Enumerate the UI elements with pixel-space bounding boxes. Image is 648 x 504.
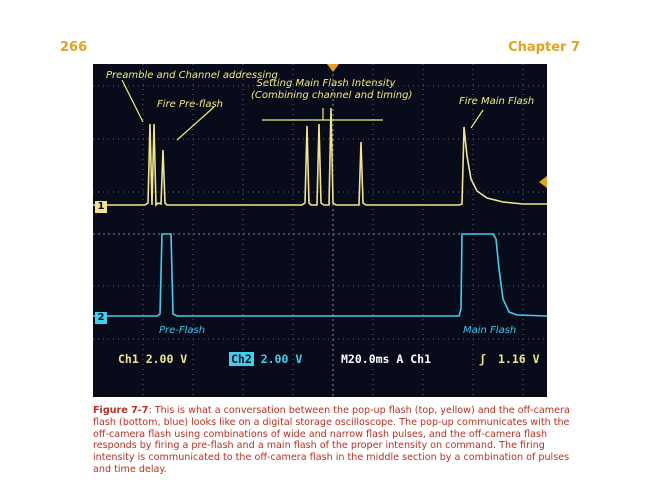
chapter-title: Chapter 7 — [508, 40, 580, 55]
figure-label: Figure 7-7 — [93, 405, 149, 416]
caption-text: : This is what a conversation between the pop-up flash (top, yellow) and the off-camera flash (bottom, blue) looks like on a digital storage oscilloscope. The pop-up communicates with the off-camera flash using combinations of wide and narrow flash pulses, and the off-camera flash responds by firing a pre-flash and a main flash of the proper intensity on command. The firing intensity is communicated to the off-camera flash in the middle section by a combination of pulses and time delay. — [93, 405, 570, 475]
trigger-position-marker — [327, 64, 339, 72]
annotation-main-flash: Main Flash — [463, 325, 517, 336]
ch1-readout: Ch1 2.00 V — [118, 352, 188, 366]
ch2-label: Ch2 — [231, 352, 252, 366]
annotation-fire-preflash: Fire Pre-flash — [157, 99, 224, 110]
trigger-level-readout: 1.16 V — [498, 352, 540, 366]
channel1-marker: 1 — [95, 201, 107, 213]
ch2-value: 2.00 V — [253, 352, 303, 366]
channel1-trace — [93, 108, 547, 205]
trigger-level-marker — [539, 176, 547, 188]
figure-caption — [93, 405, 573, 476]
graticule — [93, 64, 547, 397]
page-header — [60, 40, 580, 56]
annotation-preamble: Preamble and Channel addressing — [106, 70, 278, 81]
channel2-trace — [93, 234, 547, 316]
annotation-fire-main-flash: Fire Main Flash — [459, 96, 535, 107]
trigger-slope-icon: ʃ — [479, 352, 486, 366]
graticule-center — [93, 64, 547, 397]
annotation-setting-main-subtitle: (Combining channel and timing) — [251, 90, 413, 101]
channel2-marker: 2 — [95, 312, 107, 324]
oscilloscope-screenshot — [93, 64, 547, 397]
page-number: 266 — [60, 40, 88, 55]
annotation-setting-main — [251, 78, 413, 102]
annotation-preflash: Pre-Flash — [159, 325, 206, 336]
timebase-readout: M20.0ms A Ch1 — [341, 352, 432, 366]
oscilloscope-display — [93, 64, 547, 397]
ch2-readout — [229, 351, 302, 367]
annotation-setting-main-title: Setting Main Flash Intensity — [256, 78, 396, 89]
